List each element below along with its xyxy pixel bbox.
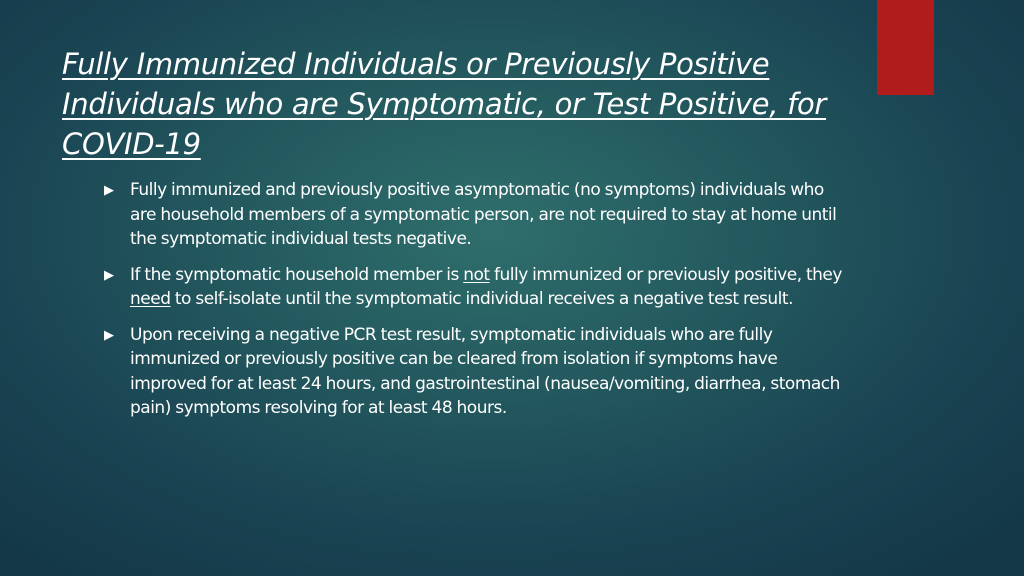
triangle-right-icon: ▶ xyxy=(104,182,114,197)
triangle-right-icon: ▶ xyxy=(104,266,114,282)
bullet-text: Fully immunized and previously positive asymptomatic (no symptoms) individuals who are household members of a symptomatic person, are not required to stay at home until the symptomatic individual tests negative. xyxy=(130,180,837,249)
emphasis-not: not xyxy=(463,264,490,285)
list-item xyxy=(104,323,844,421)
bullet-text-part: fully immunized or previously positive, they xyxy=(489,264,842,285)
bullet-text: Upon receiving a negative PCR test result, symptomatic individuals who are fully immunized or previously positive can be cleared from isolation if symptoms have improved for at least 24 hours, and gastrointestinal (nausea/vomiting, diarrhea, stomach pain) symptoms resolving for at least 48 hours. xyxy=(130,324,840,418)
bullet-list xyxy=(104,178,844,432)
emphasis-need: need xyxy=(130,289,171,309)
list-item xyxy=(104,178,844,252)
bullet-text-part: If the symptomatic household member is xyxy=(130,264,464,285)
bullet-text xyxy=(130,263,844,312)
accent-bar xyxy=(877,0,934,95)
triangle-right-icon: ▶ xyxy=(104,326,114,342)
list-item xyxy=(104,263,844,312)
bullet-text-part: to self-isolate until the symptomatic individual receives a negative test result. xyxy=(170,289,793,309)
slide-title: Fully Immunized Individuals or Previously Positive Individuals who are Symptomatic, or Test Positive, for COVID-19 xyxy=(62,47,827,161)
